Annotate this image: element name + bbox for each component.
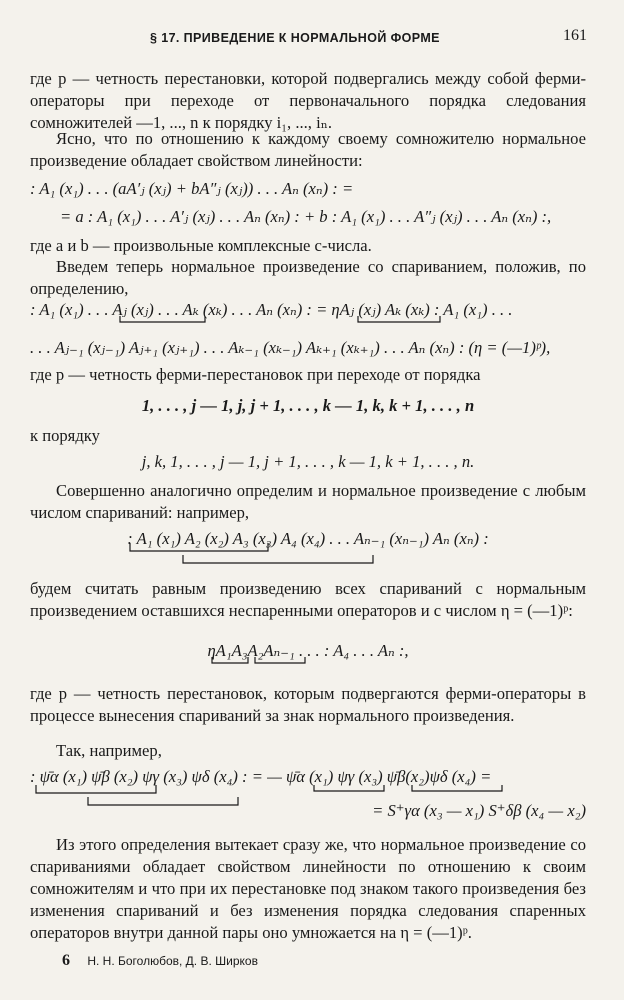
bracket-example-rhs-2 (412, 785, 502, 791)
bracket-eta-a2an1 (255, 657, 305, 663)
paragraph-product-rule: будем считать равным произведению всех спариваний с нормальным произведением оставшихся неспаренными операторов и с числом η = (—1)ᵖ: (30, 579, 586, 620)
paragraph-multiple-pairings: Совершенно аналогично определим и нормальное произведение с любым числом спариваний: например, (30, 481, 586, 522)
sequence-new-order: j, k, 1, . . . , j — 1, j + 1, . . . , k — 1, k + 1, . . . , n. (141, 452, 475, 471)
bracket-pair-1-3 (130, 543, 268, 551)
bracket-example-rhs-1 (314, 785, 384, 791)
bracket-example-2 (88, 797, 238, 805)
equation-eta-product: ηA₁A₃A₂Aₙ₋₁ . . . : A₄ . . . Aₙ :, (207, 641, 409, 660)
paragraph-coefficients: где a и b — произвольные комплексные c-числа. (30, 236, 372, 255)
paragraph-parity-definition: где p — четность перестановки, которой подвергались между собой ферми-операторы при переходе от первоначального порядка следования сомножителей —1, ..., n к порядку i₁, ..., iₙ. (30, 69, 586, 132)
equation-example-line1: : ψ̄α (x₁) ψ̄β (x₂) ψγ (x₃) ψδ (x₄) : = — ψ̄α (x₁) ψγ (x₃) ψ̄β(x₂)ψδ (x₄) = (30, 767, 492, 786)
paragraph-conclusion: Из этого определения вытекает сразу же, что нормальное произведение со спариваниями обладает свойством линейности по отношению к своим сомножителям и что при их перестановке под знаком такого произведения без изменения спариваний и без изменения порядка следования спаренных операторов внутри данной пары оно умножается на η = (—1)ᵖ. (30, 835, 586, 942)
paragraph-permutation-parity: где p — четность перестановок, которым подвергаются ферми-операторы в процессе вынесения спариваний за знак нормального произведения. (30, 684, 586, 725)
paragraph-example-intro: Так, например, (56, 741, 162, 760)
signature-number: 6 (62, 952, 70, 969)
equation-example-line2: = S⁺γα (x₃ — x₁) S⁺δβ (x₄ — x₂) (372, 801, 586, 820)
paragraph-fermi-parity: где p — четность ферми-перестановок при переходе от порядка (30, 365, 481, 384)
authors: Н. Н. Боголюбов, Д. В. Ширков (87, 954, 258, 968)
equation-linearity-line1: : A₁ (x₁) . . . (aA′ⱼ (xⱼ) + bA″ⱼ (xⱼ)) . . . Aₙ (xₙ) : = (30, 179, 354, 198)
bracket-eta-pair (358, 316, 440, 322)
equation-pairing-line1: : A₁ (x₁) . . . Aⱼ (xⱼ) . . . Aₖ (xₖ) . . . Aₙ (xₙ) : = ηAⱼ (xⱼ) Aₖ (xₖ) : A₁ (x₁) . . . (30, 300, 513, 319)
bracket-pair-jk (120, 316, 205, 322)
bracket-example-1 (36, 785, 156, 793)
bracket-eta-a1a3 (212, 657, 248, 663)
page-number: 161 (563, 27, 587, 44)
bracket-pair-2-n1 (183, 555, 373, 563)
equation-linearity-line2: = a : A₁ (x₁) . . . A′ⱼ (xⱼ) . . . Aₙ (xₙ) : + b : A₁ (x₁) . . . A″ⱼ (xⱼ) . . . Aₙ (xₙ) :, (60, 207, 552, 226)
section-title: § 17. ПРИВЕДЕНИЕ К НОРМАЛЬНОЙ ФОРМЕ (150, 31, 440, 45)
paragraph-to-order: к порядку (30, 426, 100, 445)
equation-pairing-line2: . . . Aⱼ₋₁ (xⱼ₋₁) Aⱼ₊₁ (xⱼ₊₁) . . . Aₖ₋₁ (xₖ₋₁) Aₖ₊₁ (xₖ₊₁) . . . Aₙ (xₙ) : (η = (—1)ᵖ), (30, 338, 551, 357)
sequence-original-order: 1, . . . , j — 1, j, j + 1, . . . , k — 1, k, k + 1, . . . , n (141, 396, 475, 415)
paragraph-linearity-intro: Ясно, что по отношению к каждому своему сомножителю нормальное произведение обладает свойством линейности: (30, 129, 586, 170)
equation-multiple-pairings: : A₁ (x₁) A₂ (x₂) A₃ (x₃) A₄ (x₄) . . . Aₙ₋₁ (xₙ₋₁) Aₙ (xₙ) : (127, 529, 489, 548)
paragraph-pairing-intro: Введем теперь нормальное произведение со спариванием, положив, по определению, (30, 257, 586, 298)
page-footer (62, 950, 258, 972)
